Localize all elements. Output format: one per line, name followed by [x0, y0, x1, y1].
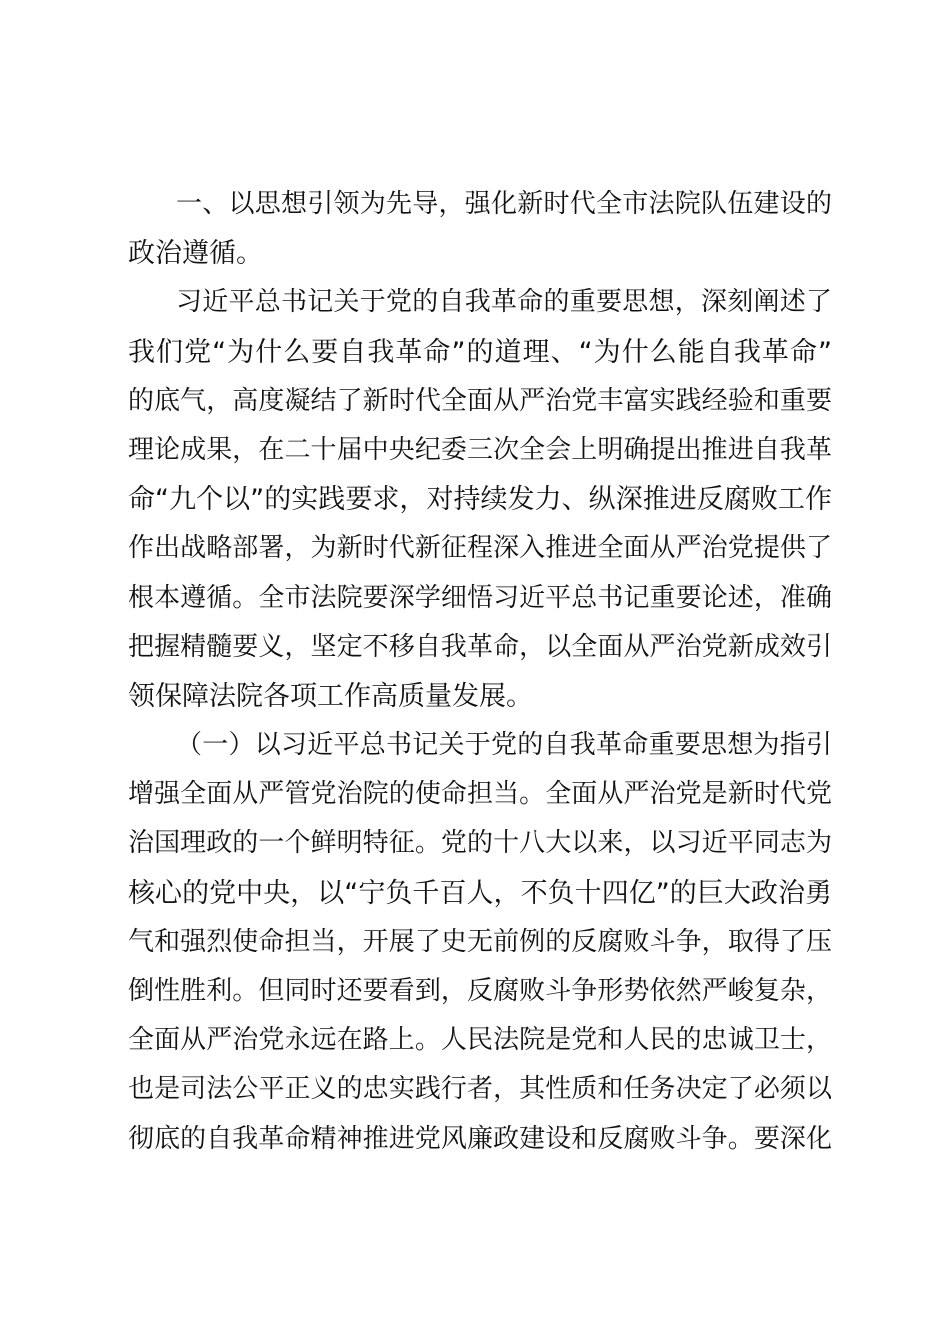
paragraph-2-line-1: （一）以习近平总书记关于党的自我革命重要思想为指引	[176, 730, 832, 761]
paragraph-2-line-4: 核心的党中央，以“宁负千百人，不负十四亿”的巨大政治勇	[128, 877, 832, 909]
paragraph-2-line-2: 增强全面从严管党治院的使命担当。全面从严治党是新时代党	[128, 779, 832, 810]
paragraph-2-line-9: 彻底的自我革命精神推进党风廉政建设和反腐败斗争。要深化	[128, 1123, 832, 1154]
paragraph-1-line-8: 把握精髓要义，坚定不移自我革命，以全面从严治党新成效引	[128, 631, 832, 662]
paragraph-1-line-4: 理论成果，在二十届中央纪委三次全会上明确提出推进自我革	[128, 434, 832, 465]
paragraph-1-line-5: 命“九个以”的实践要求，对持续发力、纵深推进反腐败工作	[128, 484, 832, 516]
paragraph-1-line-9: 领保障法院各项工作高质量发展。	[128, 680, 533, 712]
paragraph-2-line-6: 倒性胜利。但同时还要看到，反腐败斗争形势依然严峻复杂，	[128, 976, 832, 1006]
section-heading-line-1: 一、以思想引领为先导，强化新时代全市法院队伍建设的	[176, 189, 832, 219]
paragraph-1-line-1: 习近平总书记关于党的自我革命的重要思想，深刻阐述了	[176, 287, 832, 318]
paragraph-1-line-7: 根本遵循。全市法院要深学细悟习近平总书记重要论述，准确	[128, 582, 832, 613]
document-body	[128, 180, 832, 1164]
paragraph-2-line-3: 治国理政的一个鲜明特征。党的十八大以来，以习近平同志为	[128, 828, 832, 859]
paragraph-1-line-3: 的底气，高度凝结了新时代全面从严治党丰富实践经验和重要	[128, 385, 832, 416]
paragraph-2-line-8: 也是司法公平正义的忠实践行者，其性质和任务决定了必须以	[128, 1074, 832, 1105]
paragraph-2-line-5: 气和强烈使命担当，开展了史无前例的反腐败斗争，取得了压	[128, 926, 832, 957]
paragraph-1-line-6: 作出战略部署，为新时代新征程深入推进全面从严治党提供了	[128, 533, 832, 564]
paragraph-1-line-2: 我们党“为什么要自我革命”的道理、“为什么能自我革命”	[128, 336, 832, 368]
section-heading-line-2: 政治遵循。	[128, 238, 263, 270]
paragraph-2-line-7: 全面从严治党永远在路上。人民法院是党和人民的忠诚卫士，	[128, 1025, 832, 1056]
